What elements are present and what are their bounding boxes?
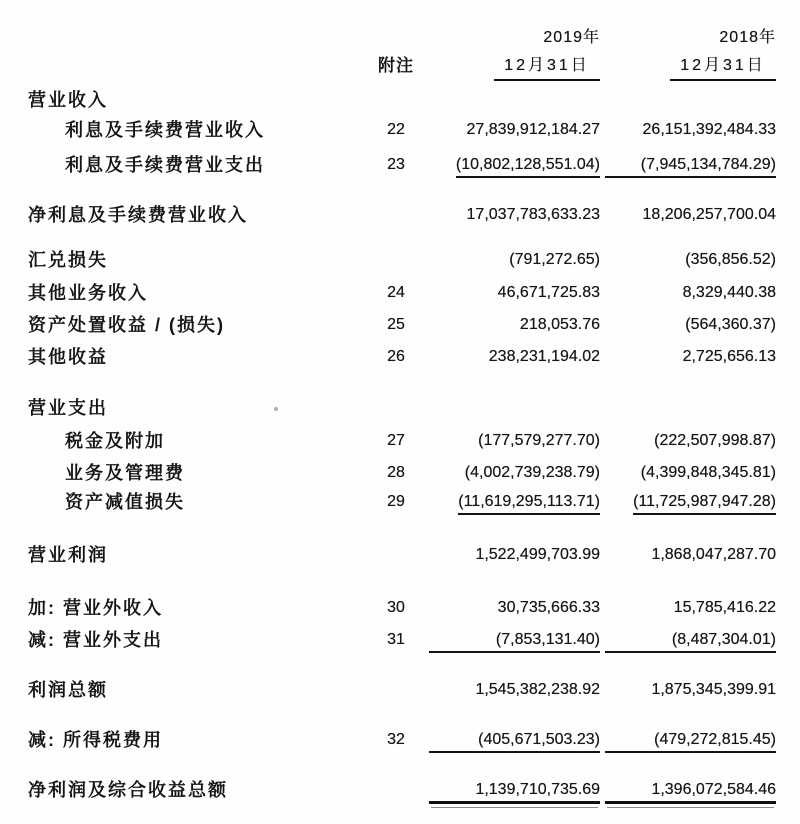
row-note <box>370 203 422 227</box>
value-2019: 218,053.76 <box>519 316 600 333</box>
value-2018: 1,868,047,287.70 <box>651 546 776 563</box>
value-2019: (7,853,131.40) <box>429 629 600 653</box>
value-2018: (222,507,998.87) <box>654 432 776 449</box>
row-label: 业务及管理费 <box>65 463 185 483</box>
table-row <box>0 88 800 112</box>
row-label: 汇兑损失 <box>28 250 108 270</box>
header-years-row <box>0 26 800 50</box>
header-spacer <box>0 54 370 78</box>
row-label: 利息及手续费营业收入 <box>65 120 265 140</box>
value-2019: 17,037,783,633.23 <box>466 206 600 223</box>
row-note <box>370 543 422 567</box>
row-note <box>370 678 422 702</box>
value-2019: 1,522,499,703.99 <box>475 546 600 563</box>
date-2018-label: 12月31日 <box>670 55 776 81</box>
value-2019: 238,231,194.02 <box>488 348 600 365</box>
table-row <box>0 248 800 272</box>
row-note: 31 <box>387 631 405 648</box>
row-note <box>370 778 422 802</box>
value-2019: 1,545,382,238.92 <box>475 681 600 698</box>
value-2019: (405,671,503.23) <box>429 729 600 753</box>
table-row <box>0 461 800 485</box>
table-row <box>0 596 800 620</box>
row-note <box>370 248 422 272</box>
notes-column-header: 附注 <box>378 56 414 75</box>
table-row <box>0 628 800 652</box>
table-row <box>0 429 800 453</box>
value-2018: 18,206,257,700.04 <box>642 206 776 223</box>
table-row <box>0 678 800 702</box>
row-label: 营业收入 <box>28 90 108 110</box>
header-dates-row <box>0 54 800 78</box>
year-2019-label: 2019年 <box>543 29 600 46</box>
row-note: 27 <box>387 432 405 449</box>
row-label: 加: 营业外收入 <box>28 598 163 618</box>
row-note: 23 <box>387 156 405 173</box>
header-spacer <box>0 26 370 50</box>
row-note: 24 <box>387 284 405 301</box>
value-2019: 30,735,666.33 <box>497 599 600 616</box>
value-2019: (11,619,295,113.71) <box>458 491 600 515</box>
row-label: 其他业务收入 <box>28 283 148 303</box>
row-label: 利润总额 <box>28 680 108 700</box>
row-label: 营业利润 <box>28 545 108 565</box>
value-2019: 46,671,725.83 <box>497 284 600 301</box>
value-2018: (8,487,304.01) <box>605 629 776 653</box>
value-2019: (10,802,128,551.04) <box>456 154 600 178</box>
value-2018: 2,725,656.13 <box>682 348 776 365</box>
year-2018-label: 2018年 <box>719 29 776 46</box>
value-2018: 1,875,345,399.91 <box>651 681 776 698</box>
header-spacer <box>370 26 422 50</box>
table-row <box>0 313 800 337</box>
row-label: 税金及附加 <box>65 431 165 451</box>
row-label: 营业支出 <box>28 398 108 418</box>
table-row <box>0 396 800 420</box>
value-2018: (4,399,848,345.81) <box>640 464 776 481</box>
table-row <box>0 118 800 142</box>
value-2018: (479,272,815.45) <box>605 729 776 753</box>
value-2018: (356,856.52) <box>685 251 776 268</box>
value-2018: 1,396,072,584.46 <box>605 779 776 804</box>
table-row <box>0 728 800 752</box>
row-note: 25 <box>387 316 405 333</box>
value-2018: (7,945,134,784.29) <box>605 154 776 178</box>
value-2019: (791,272.65) <box>509 251 600 268</box>
date-2019-label: 12月31日 <box>494 55 600 81</box>
value-2018: (564,360.37) <box>685 316 776 333</box>
value-2019: 27,839,912,184.27 <box>466 121 600 138</box>
row-label: 减: 营业外支出 <box>28 630 163 650</box>
value-2019: (4,002,739,238.79) <box>464 464 600 481</box>
row-note: 28 <box>387 464 405 481</box>
row-note: 29 <box>387 493 405 510</box>
table-row <box>0 778 800 802</box>
value-2018: 15,785,416.22 <box>673 599 776 616</box>
row-label: 资产处置收益 / (损失) <box>28 315 225 335</box>
value-2018: 26,151,392,484.33 <box>642 121 776 138</box>
row-note <box>370 396 422 420</box>
table-row <box>0 203 800 227</box>
value-2018: (11,725,987,947.28) <box>633 491 776 515</box>
row-label: 净利润及综合收益总额 <box>28 780 228 800</box>
value-2019: 1,139,710,735.69 <box>429 779 600 804</box>
row-label: 资产减值损失 <box>65 492 185 512</box>
row-label: 净利息及手续费营业收入 <box>28 205 248 225</box>
row-label: 减: 所得税费用 <box>28 730 163 750</box>
row-note <box>370 88 422 112</box>
row-label: 其他收益 <box>28 347 108 367</box>
table-row <box>0 153 800 177</box>
scan-speck <box>274 407 278 411</box>
table-row <box>0 543 800 567</box>
row-note: 26 <box>387 348 405 365</box>
value-2018: 8,329,440.38 <box>682 284 776 301</box>
table-row <box>0 281 800 305</box>
row-label: 利息及手续费营业支出 <box>65 155 265 175</box>
table-row <box>0 490 800 514</box>
value-2019: (177,579,277.70) <box>478 432 600 449</box>
table-row <box>0 345 800 369</box>
row-note: 32 <box>387 731 405 748</box>
row-note: 30 <box>387 599 405 616</box>
row-note: 22 <box>387 121 405 138</box>
